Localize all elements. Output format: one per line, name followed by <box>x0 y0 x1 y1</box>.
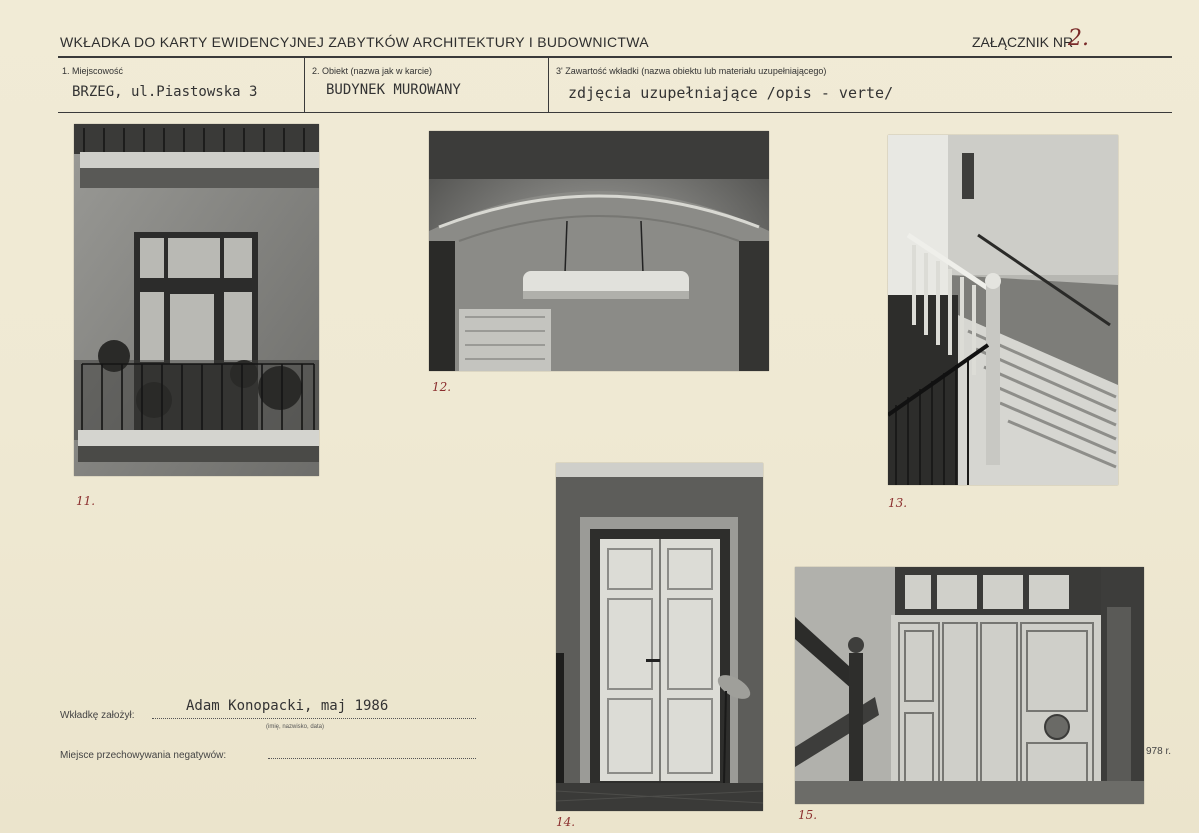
field-divider-2 <box>548 58 549 112</box>
object-label: 2. Obiekt (nazwa jak w karcie) <box>312 66 433 76</box>
field-rule <box>58 112 1172 113</box>
contents-label: 3' Zawartość wkładki (nazwa obiektu lub materiału uzupełniającego) <box>556 66 827 76</box>
locality-label: 1. Miejscowość <box>62 66 124 76</box>
photo-vaulted-ceiling <box>429 131 769 371</box>
negatives-storage-label: Miejsce przechowywania negatywów: <box>60 750 227 761</box>
created-by-value: Adam Konopacki, maj 1986 <box>186 698 389 714</box>
created-by-label: Wkładkę założył: <box>60 710 135 721</box>
photo-entrance-doors <box>795 567 1144 804</box>
annex-label: ZAŁĄCZNIK NR <box>972 34 1074 50</box>
field-divider-1 <box>304 58 305 112</box>
contents-value: zdjęcia uzupełniające /opis - verte/ <box>568 84 894 102</box>
created-by-hint: (imię, nazwisko, data) <box>266 724 325 730</box>
card-title: WKŁADKA DO KARTY EWIDENCYJNEJ ZABYTKÓW ARCHITEKTURY I BUDOWNICTWA <box>60 34 649 50</box>
year-fragment: 978 r. <box>1146 746 1172 757</box>
top-rule <box>58 56 1172 58</box>
object-value: BUDYNEK MUROWANY <box>326 82 461 98</box>
photo-balcony <box>74 124 319 476</box>
locality-value: BRZEG, ul.Piastowska 3 <box>72 84 258 100</box>
photo-staircase <box>888 135 1118 485</box>
annex-number: 2. <box>1068 26 1089 51</box>
photo-number-14: 14. <box>556 815 576 829</box>
negatives-storage-line <box>268 758 476 759</box>
photo-number-15: 15. <box>798 808 818 822</box>
photo-number-13: 13. <box>888 496 908 510</box>
photo-number-11: 11. <box>76 494 96 508</box>
photo-number-12: 12. <box>432 380 452 394</box>
photo-double-door <box>556 463 763 811</box>
created-by-line <box>152 718 476 719</box>
